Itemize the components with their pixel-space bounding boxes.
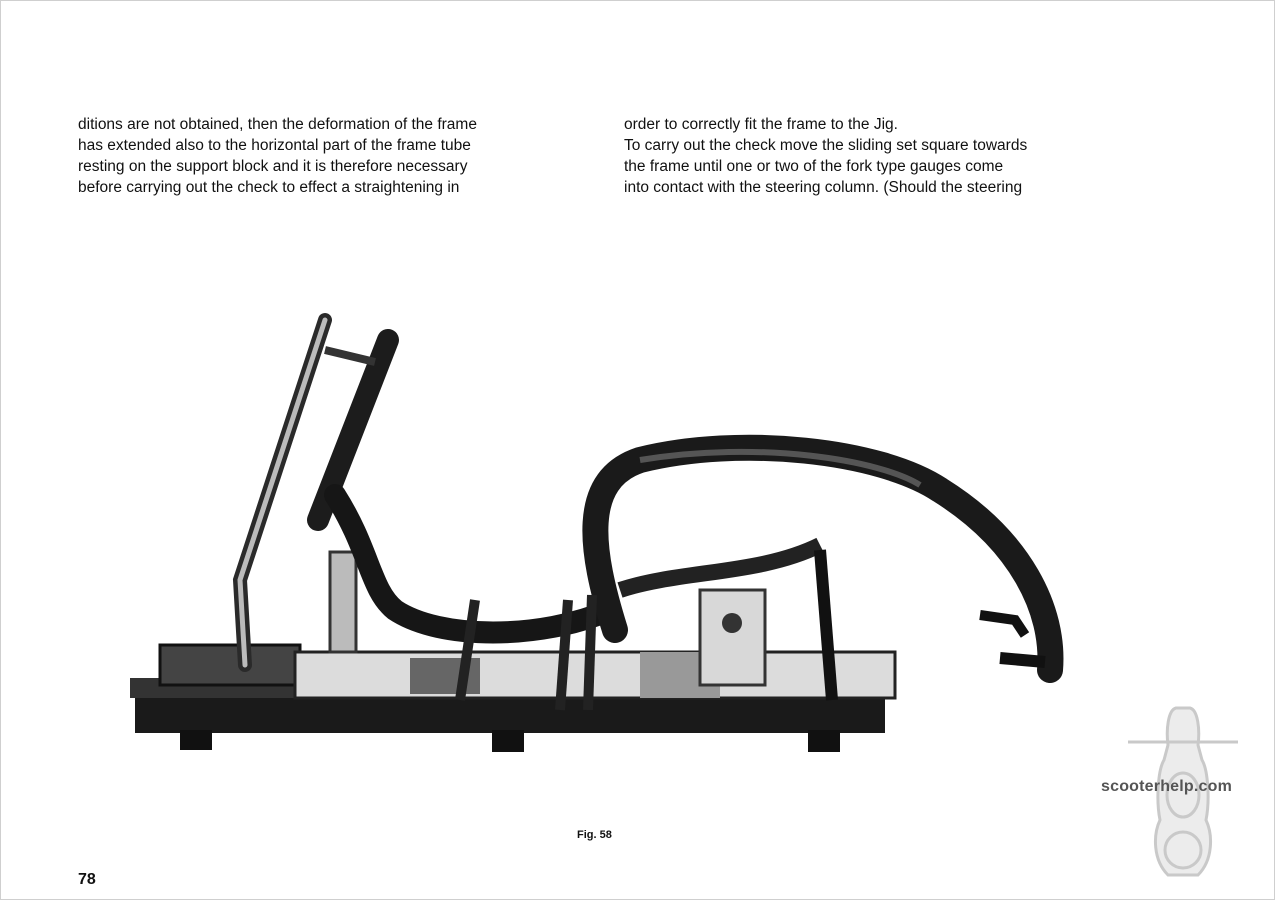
set-square xyxy=(240,320,325,665)
figure-caption: Fig. 58 xyxy=(577,829,612,841)
text-line: order to correctly fit the frame to the Jig. xyxy=(624,116,898,133)
jig-foot xyxy=(808,730,840,752)
text-column-right xyxy=(624,114,1124,198)
text-line: the frame until one or two of the fork type gauges come xyxy=(624,158,1004,175)
support-block xyxy=(700,590,765,685)
text-column-left xyxy=(78,114,578,198)
watermark-text: scooterhelp.com xyxy=(1101,778,1233,795)
scooter-frame-on-jig-photo xyxy=(120,290,1080,770)
text-line: before carrying out the check to effect a straightening in xyxy=(78,179,460,196)
text-line: ditions are not obtained, then the deformation of the frame xyxy=(78,116,477,133)
text-line: resting on the support block and it is therefore necessary xyxy=(78,158,468,175)
text-line: has extended also to the horizontal part of the frame tube xyxy=(78,137,471,154)
text-line: To carry out the check move the sliding set square towards xyxy=(624,137,1028,154)
text-line: into contact with the steering column. (Should the steering xyxy=(624,179,1023,196)
watermark xyxy=(1098,700,1268,890)
page-number: 78 xyxy=(78,871,96,888)
jig-base xyxy=(135,695,885,733)
jig-foot xyxy=(180,730,212,750)
jig-foot xyxy=(492,730,524,752)
